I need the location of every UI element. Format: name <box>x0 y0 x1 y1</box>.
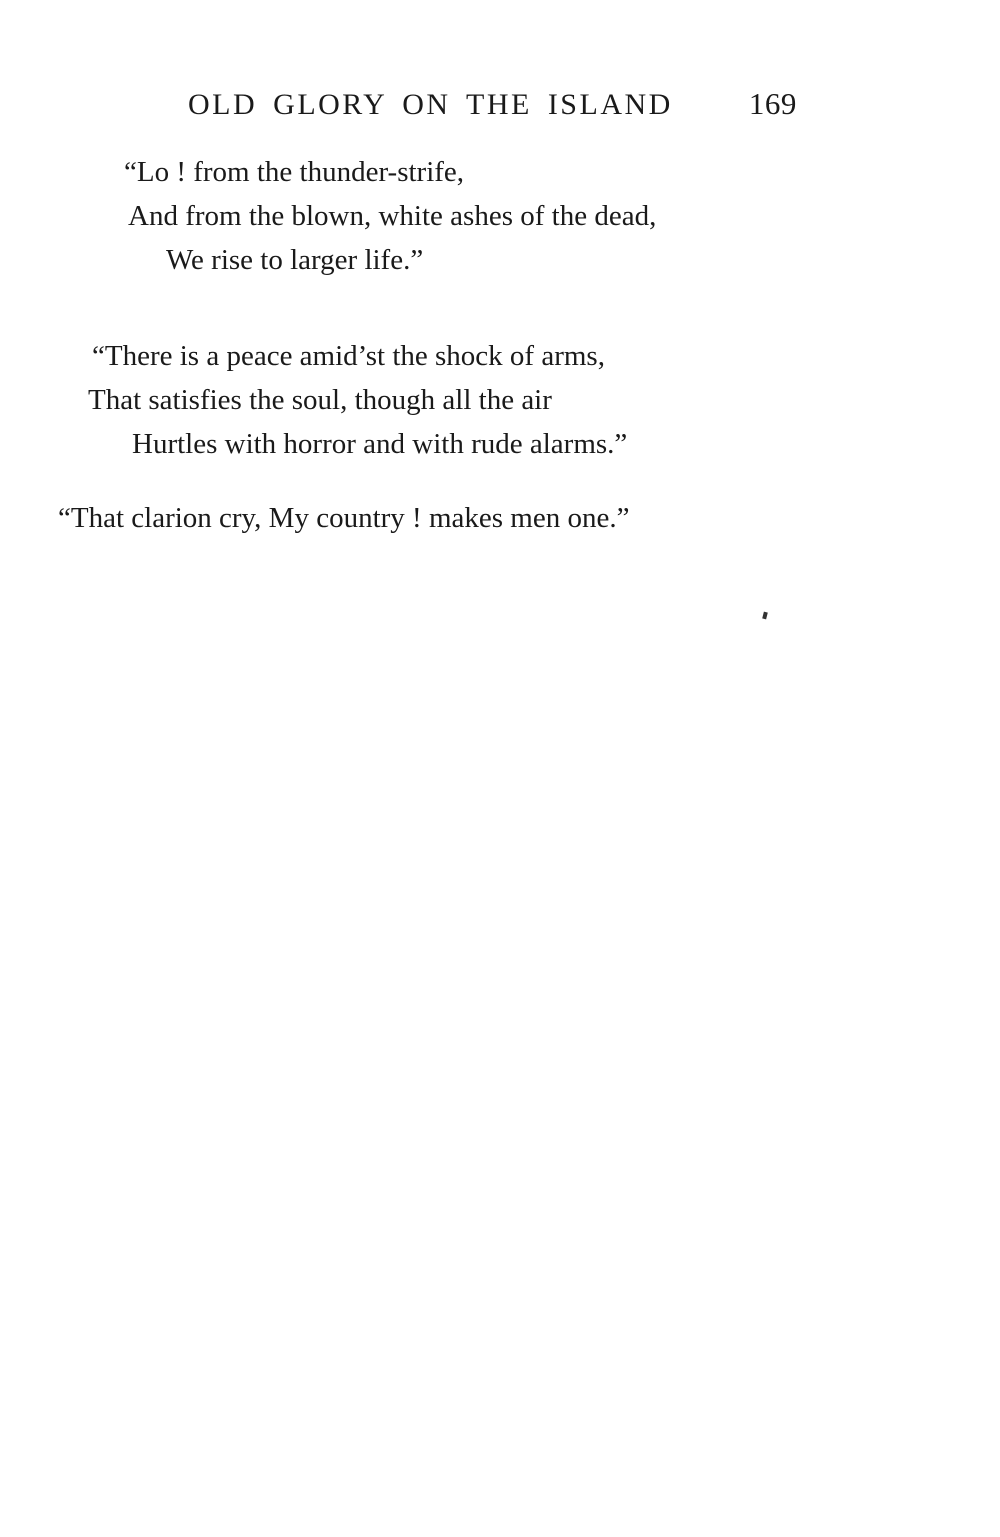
stanza-divider <box>0 312 1000 334</box>
stanza-1 <box>0 150 1000 282</box>
page-title: OLD GLORY ON THE ISLAND <box>188 88 673 121</box>
poem-line: And from the blown, white ashes of the dead, <box>128 200 657 232</box>
poem-line: “That clarion cry, My country ! makes men one.” <box>58 502 630 534</box>
poem-body <box>0 150 1000 566</box>
stanza-2 <box>0 334 1000 466</box>
poem-line: “Lo ! from the thunder-strife, <box>124 156 465 188</box>
poem-line: Hurtles with horror and with rude alarms.” <box>132 428 628 460</box>
poem-line: “There is a peace amid’st the shock of arms, <box>92 340 605 372</box>
ink-speck <box>762 612 768 620</box>
poem-line: We rise to larger life.” <box>166 244 424 276</box>
poem-line: That satisfies the soul, though all the air <box>88 384 552 416</box>
stanza-3 <box>0 496 1000 540</box>
page-number: 169 <box>748 86 797 121</box>
running-head <box>150 86 890 122</box>
